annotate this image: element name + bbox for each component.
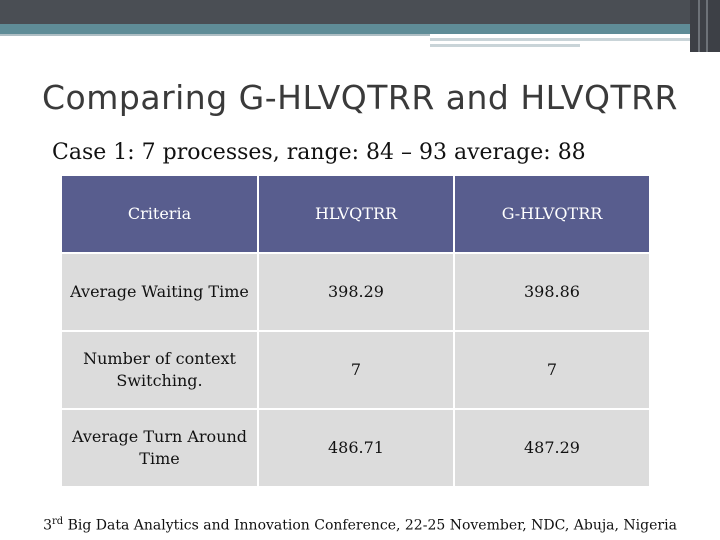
table-header-row: [62, 176, 649, 252]
table-row: [62, 254, 649, 330]
footer-ordinal-suffix: rd: [51, 516, 64, 527]
slide-title: Comparing G-HLVQTRR and HLVQTRR: [42, 78, 678, 117]
hlvqtrr-cell: 398.29: [259, 254, 453, 330]
g-hlvqtrr-cell: 487.29: [455, 410, 649, 486]
criteria-cell: Average Turn Around Time: [62, 410, 257, 486]
slide-subtitle: Case 1: 7 processes, range: 84 – 93 average: 88: [52, 140, 586, 165]
corner-ornament: [690, 0, 720, 52]
comparison-table: [60, 174, 651, 488]
top-decorative-bar: [0, 0, 720, 24]
header-g-hlvqtrr: G-HLVQTRR: [455, 176, 649, 252]
accent-line-2: [430, 38, 690, 41]
table-row: [62, 410, 649, 486]
footer-ordinal-number: 3: [43, 517, 52, 534]
table-row: [62, 332, 649, 408]
g-hlvqtrr-cell: 398.86: [455, 254, 649, 330]
teal-accent-stripe: [0, 24, 690, 34]
hlvqtrr-cell: 486.71: [259, 410, 453, 486]
hlvqtrr-cell: 7: [259, 332, 453, 408]
accent-line-1: [0, 34, 430, 36]
footer-text: Big Data Analytics and Innovation Conference, 22-25 November, NDC, Abuja, Nigeria: [63, 517, 677, 534]
criteria-cell: Average Waiting Time: [62, 254, 257, 330]
header-hlvqtrr: HLVQTRR: [259, 176, 453, 252]
conference-footer: [0, 516, 720, 534]
g-hlvqtrr-cell: 7: [455, 332, 649, 408]
criteria-cell: Number of context Switching.: [62, 332, 257, 408]
header-criteria: Criteria: [62, 176, 257, 252]
accent-line-3: [430, 44, 580, 47]
